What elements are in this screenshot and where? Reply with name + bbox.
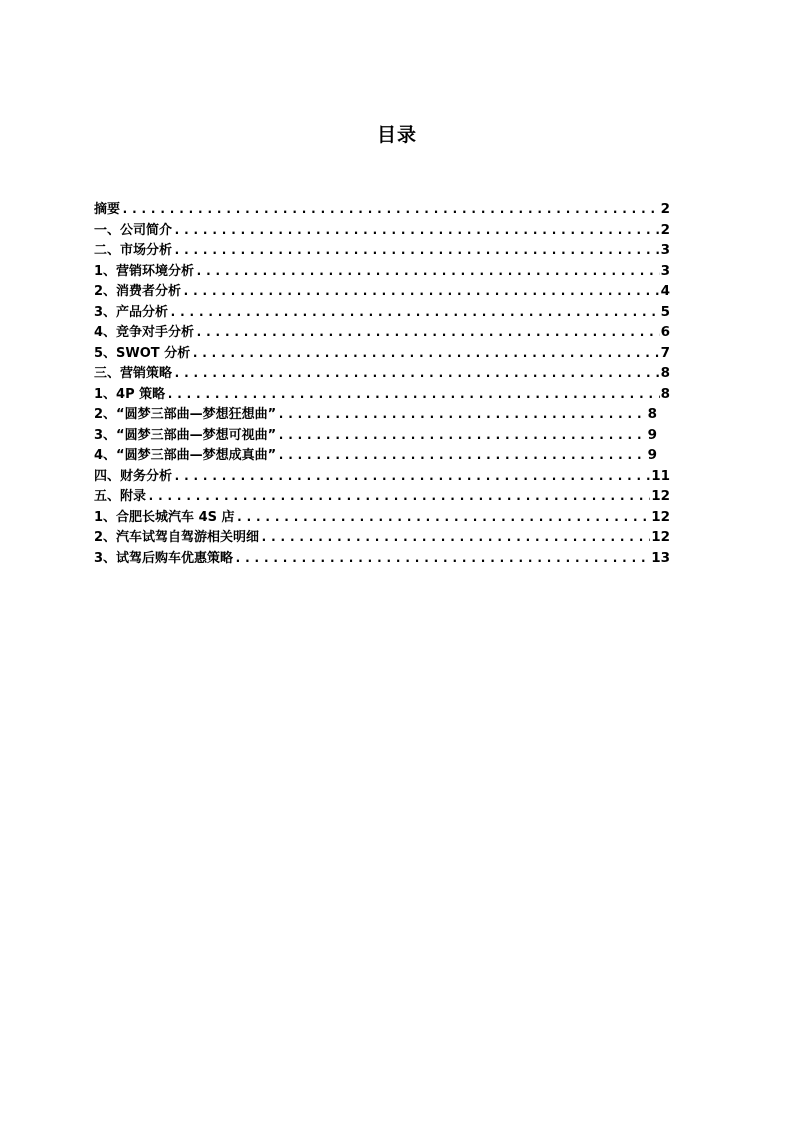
toc-entry-label: 1、4P 策略 bbox=[94, 386, 166, 402]
toc-dot-leader bbox=[173, 241, 660, 262]
toc-entry-page: 2 bbox=[660, 201, 670, 217]
toc-dot-leader bbox=[191, 344, 659, 365]
toc-entry[interactable] bbox=[94, 220, 670, 241]
toc-entry-label: 1、营销环境分析 bbox=[94, 263, 195, 279]
toc-dot-leader bbox=[173, 364, 660, 385]
toc-entry-page: 12 bbox=[651, 488, 670, 504]
toc-entry-page: 8 bbox=[660, 385, 670, 402]
toc-dot-leader bbox=[277, 405, 646, 426]
toc-entry-page: 9 bbox=[647, 447, 657, 463]
toc-entry[interactable] bbox=[94, 466, 670, 487]
toc-dot-leader bbox=[195, 323, 660, 344]
toc-entry-label: 三、营销策略 bbox=[94, 366, 173, 381]
toc-entry-page: 8 bbox=[647, 406, 657, 422]
toc-entry-label: 一、公司简介 bbox=[94, 222, 173, 238]
toc-entry-label: 3、产品分析 bbox=[94, 304, 169, 320]
toc-entry-label: 2、“圆梦三部曲—梦想狂想曲” bbox=[94, 407, 277, 422]
toc-entry-label: 四、财务分析 bbox=[94, 468, 173, 484]
toc-entry[interactable] bbox=[94, 425, 657, 446]
toc-dot-leader bbox=[147, 487, 650, 508]
toc-entry[interactable] bbox=[94, 507, 670, 528]
toc-entry[interactable] bbox=[94, 199, 670, 220]
toc-entry-page: 13 bbox=[651, 549, 670, 566]
toc-entry-page: 12 bbox=[651, 529, 670, 545]
toc-dot-leader bbox=[182, 282, 660, 303]
toc-entry-page: 6 bbox=[660, 324, 670, 340]
toc-entry[interactable] bbox=[94, 404, 657, 425]
toc-entry[interactable] bbox=[94, 527, 670, 548]
table-of-contents bbox=[94, 199, 670, 568]
toc-entry-page: 4 bbox=[660, 283, 670, 299]
toc-dot-leader bbox=[236, 508, 651, 529]
toc-entry[interactable] bbox=[94, 281, 670, 302]
toc-entry[interactable] bbox=[94, 548, 670, 569]
toc-dot-leader bbox=[195, 262, 660, 283]
toc-entry[interactable] bbox=[94, 240, 670, 261]
toc-entry-label: 摘要 bbox=[94, 202, 121, 217]
toc-entry-page: 12 bbox=[651, 508, 670, 525]
toc-entry-page: 9 bbox=[647, 426, 657, 443]
toc-dot-leader bbox=[121, 200, 660, 221]
toc-entry[interactable] bbox=[94, 322, 670, 343]
toc-entry-page: 5 bbox=[660, 303, 670, 320]
toc-entry[interactable] bbox=[94, 486, 670, 507]
toc-entry[interactable] bbox=[94, 445, 657, 466]
toc-entry-page: 11 bbox=[651, 467, 670, 484]
toc-entry-label: 3、试驾后购车优惠策略 bbox=[94, 550, 234, 566]
toc-entry[interactable] bbox=[94, 261, 670, 282]
toc-dot-leader bbox=[234, 549, 650, 570]
toc-dot-leader bbox=[173, 221, 660, 242]
toc-entry-label: 五、附录 bbox=[94, 489, 147, 504]
toc-entry-page: 7 bbox=[660, 344, 670, 361]
toc-entry-page: 3 bbox=[660, 242, 670, 258]
toc-dot-leader bbox=[166, 385, 659, 406]
toc-entry-page: 3 bbox=[660, 262, 670, 279]
toc-entry[interactable] bbox=[94, 363, 670, 384]
toc-entry-label: 4、“圆梦三部曲—梦想成真曲” bbox=[94, 448, 277, 463]
toc-dot-leader bbox=[277, 426, 646, 447]
toc-entry-page: 8 bbox=[660, 365, 670, 381]
toc-dot-leader bbox=[260, 528, 650, 549]
toc-entry-label: 二、市场分析 bbox=[94, 243, 173, 258]
toc-dot-leader bbox=[277, 446, 646, 467]
toc-entry-label: 3、“圆梦三部曲—梦想可视曲” bbox=[94, 427, 277, 443]
toc-dot-leader bbox=[169, 303, 660, 324]
toc-title: 目录 bbox=[376, 124, 417, 146]
toc-entry-label: 1、合肥长城汽车 4S 店 bbox=[94, 509, 235, 525]
toc-entry-label: 2、汽车试驾自驾游相关明细 bbox=[94, 530, 260, 545]
toc-entry[interactable] bbox=[94, 343, 670, 364]
toc-entry-label: 4、竞争对手分析 bbox=[94, 325, 195, 340]
toc-entry-label: 5、SWOT 分析 bbox=[94, 345, 191, 361]
toc-entry[interactable] bbox=[94, 384, 670, 405]
toc-dot-leader bbox=[173, 467, 650, 488]
toc-entry[interactable] bbox=[94, 302, 670, 323]
toc-entry-page: 2 bbox=[660, 221, 670, 238]
toc-entry-label: 2、消费者分析 bbox=[94, 284, 182, 299]
